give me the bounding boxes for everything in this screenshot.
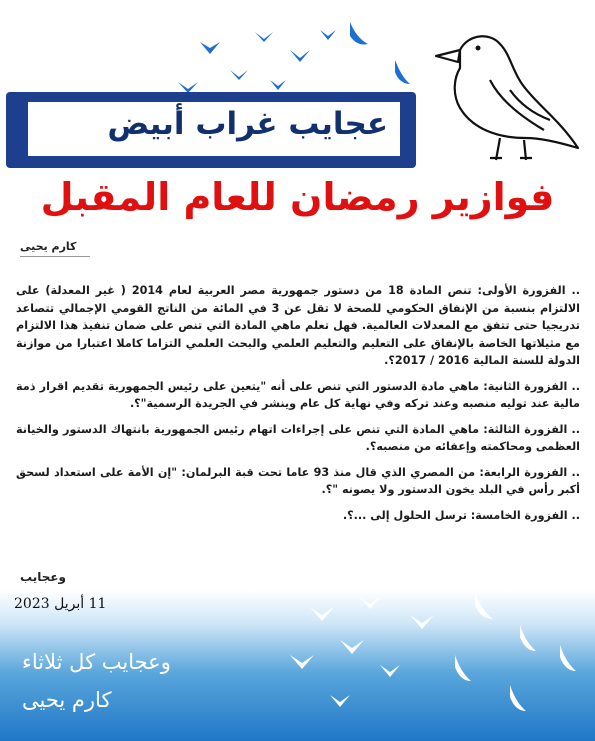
riddle-paragraph: .. الفزورة الثانية: ماهي مادة الدستور التي تنص على أنه "يتعين على رئيس الجمهورية تقديم اقرار ذمة مالية عند توليه منصبه وعند تركه وفي نهاية كل عام وينشر في الجريدة الرسمية"؟. — [16, 379, 580, 410]
header-banner — [6, 92, 416, 168]
publish-date: 11 أبريل 2023 — [14, 596, 107, 612]
footer-tagline: وعجايب كل ثلاثاء — [22, 650, 171, 674]
headline: فوازير رمضان للعام المقبل — [40, 175, 555, 219]
riddle-paragraph: .. الفزورة الثالثة: ماهي المادة التي تنص على إجراءات اتهام رئيس الجمهورية بانتهاك الدستور والخيانة العظمى ومحاكمته وإعفائه من منصبه؟. — [16, 422, 580, 453]
riddle-paragraph: .. الفزورة الأولى: تنص المادة 18 من دستور جمهورية مصر العربية لعام 2014 ( غير المعدلة) على الالتزام بنسبة من الإنفاق الحكومي للصحة لا تقل عن 3 في المائة من الناتج القومي الإجمالي تتصاعد تدريجيا حتى تتفق مع المعدلات العالمية. فهل تعلم ماهي المادة التي تنص على ضمان تنفيذ هذا الالتزام مع مثيلاتها الخاصة بالإنفاق على التعليم والتعليم العلمي والبحث العلمي التزاما كاملا اعتبارا من موازنة الدولة للسنة المالية 2016 / 2017؟. — [16, 284, 580, 367]
white-birds-flock-icon — [270, 585, 595, 741]
article-body — [16, 282, 580, 532]
footer-author: كارم يحيى — [22, 688, 112, 712]
white-crow-icon — [420, 20, 595, 170]
riddle-paragraph: .. الفزورة الرابعة: من المصري الذي قال منذ 93 عاما تحت قبة البرلمان: "إن الأمة على استعداد لسحق أكبر رأس في البلد يخون الدستور ولا يصونه "؟. — [16, 465, 580, 496]
signoff: وعجايب — [20, 570, 67, 584]
byline: كارم يحيى — [20, 240, 77, 253]
riddle-paragraph: .. الفزورة الخامسة: ترسل الحلول إلى ...؟. — [342, 508, 580, 522]
column-title: عجايب غراب أبيض — [107, 106, 388, 142]
byline-divider — [20, 256, 90, 257]
